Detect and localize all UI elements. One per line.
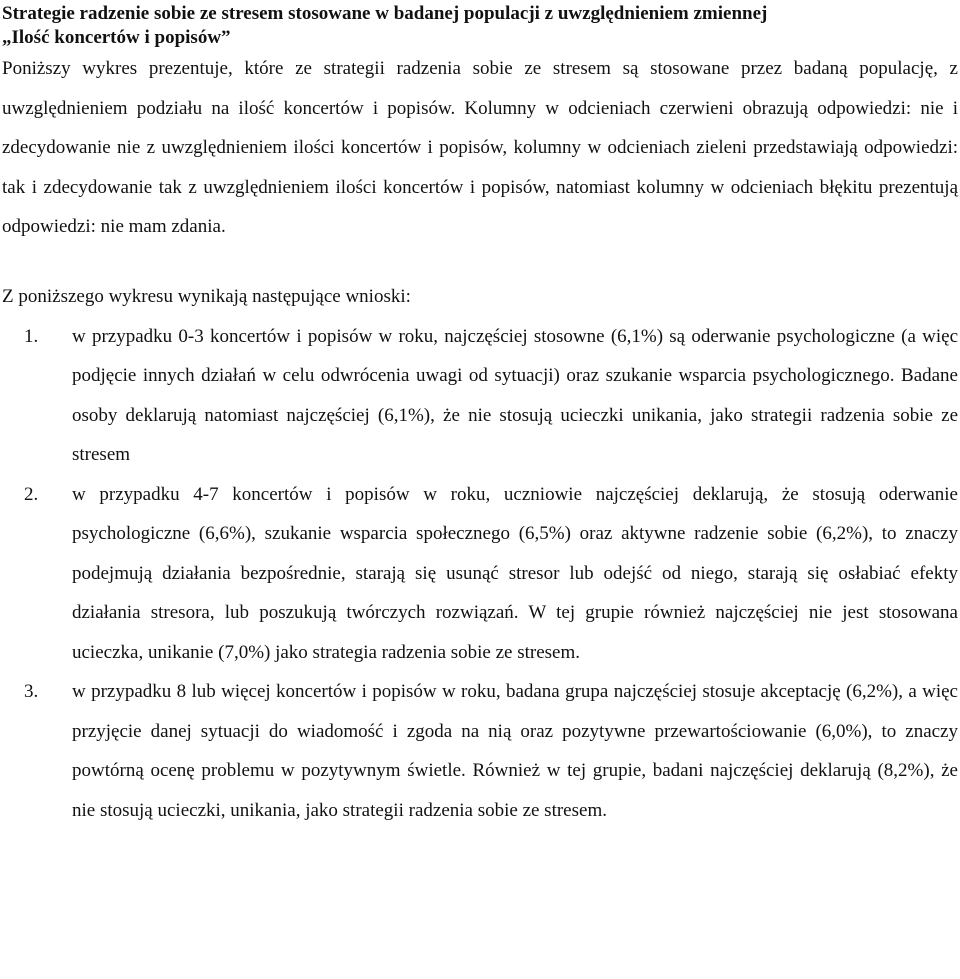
conclusion-text: w przypadku 4-7 koncertów i popisów w roku, uczniowie najczęściej deklarują, że stosują oderwanie psychologiczne (6,6%), szukanie wsparcia społecznego (6,5%) oraz aktywne radzenie sobie (6,2%), to znaczy podejmują działania bezpośrednie, starają się usunąć stresor lub odejść od niego, starają się osłabiać efekty działania stresora, lub poszukują twórczych rozwiązań. W tej grupie również najczęściej nie jest stosowana ucieczka, unikanie (7,0%) jako strategia radzenia sobie ze stresem.	[72, 483, 958, 663]
title-line-2: „Ilość koncertów i popisów”	[2, 27, 231, 48]
conclusion-number: 3.	[24, 681, 39, 702]
conclusions-heading: Z poniższego wykresu wynikają następujące wnioski:	[2, 285, 411, 307]
conclusion-number: 1.	[24, 325, 39, 347]
conclusion-text: w przypadku 0-3 koncertów i popisów w roku, najczęściej stosowne (6,1%) są oderwanie psychologiczne (a więc podjęcie innych działań w celu odwrócenia uwagi od sytuacji) oraz szukanie wsparcia psychologicznego. Badane osoby deklarują natomiast najczęściej (6,1%), że nie stosują ucieczki unikania, jako strategii radzenia sobie ze stresem	[72, 325, 958, 465]
conclusions-list	[2, 317, 958, 831]
document-title	[2, 0, 958, 50]
conclusion-item	[2, 672, 958, 830]
conclusion-item	[2, 475, 958, 673]
conclusion-number: 2.	[24, 483, 39, 505]
conclusion-item	[2, 317, 958, 475]
title-line-1: Strategie radzenie sobie ze stresem stosowane w badanej populacji z uwzględnieniem zmiennej	[2, 3, 768, 24]
intro-paragraph: Poniższy wykres prezentuje, które ze strategii radzenia sobie ze stresem są stosowane przez badaną populację, z uwzględnieniem podziału na ilość koncertów i popisów. Kolumny w odcieniach czerwieni obrazują odpowiedzi: nie i zdecydowanie nie z uwzględnieniem ilości koncertów i popisów, kolumny w odcieniach zieleni przedstawiają odpowiedzi: tak i zdecydowanie tak z uwzględnieniem ilości koncertów i popisów, natomiast kolumny w odcieniach błękitu prezentują odpowiedzi: nie mam zdania.	[2, 58, 958, 237]
conclusion-text: w przypadku 8 lub więcej koncertów i popisów w roku, badana grupa najczęściej stosuje akceptację (6,2%), a więc przyjęcie danej sytuacji do wiadomość i zgoda na nią oraz pozytywne przewartościowanie (6,0%), to znaczy powtórną ocenę problemu w pozytywnym świetle. Również w tej grupie, badani najczęściej deklarują (8,2%), że nie stosują ucieczki, unikania, jako strategii radzenia sobie ze stresem.	[72, 681, 958, 821]
